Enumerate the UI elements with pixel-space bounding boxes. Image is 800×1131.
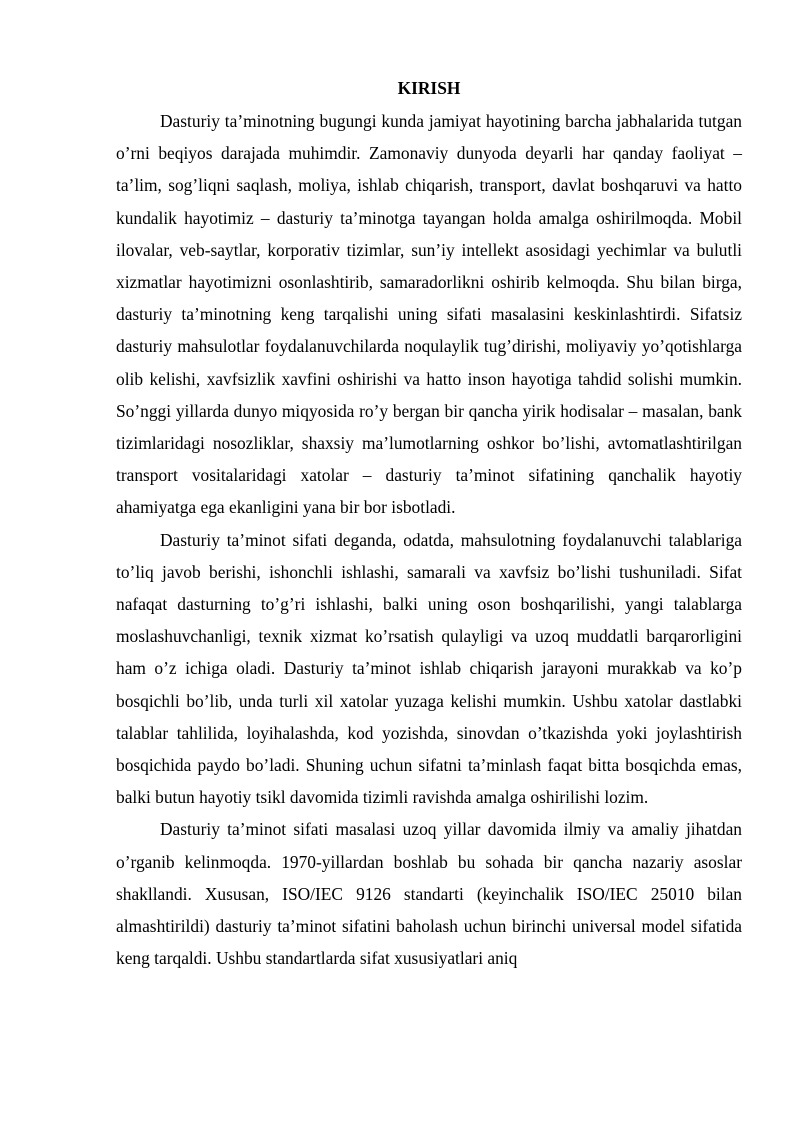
paragraph-3: Dasturiy ta’minot sifati masalasi uzoq yillar davomida ilmiy va amaliy jihatdan o’rganib kelinmoqda. 1970-yillardan boshlab bu sohada bir qancha nazariy asoslar shakllandi. Xususan, ISO/IEC 9126 standarti (keyinchalik ISO/IEC 25010 bilan almashtirildi) dasturiy ta’minot sifatini baholash uchun birinchi universal model sifatida keng tarqaldi. Ushbu standartlarda sifat xususiyatlari aniq [116, 819, 742, 969]
paragraph-1: Dasturiy ta’minotning bugungi kunda jamiyat hayotining barcha jabhalarida tutgan o’rni beqiyos darajada muhimdir. Zamonaviy dunyoda deyarli har qanday faoliyat – ta’lim, sog’liqni saqlash, moliya, ishlab chiqarish, transport, davlat boshqaruvi va hatto kundalik hayotimiz – dasturiy ta’minotga tayangan holda amalga oshirilmoqda. Mobil ilovalar, veb-saytlar, korporativ tizimlar, sun’iy intellekt asosidagi yechimlar va bulutli xizmatlar hayotimizni osonlashtirib, samaradorlikni oshirib kelmoqda. Shu bilan birga, dasturiy ta’minotning keng tarqalishi uning sifati masalasini keskinlashtirdi. Sifatsiz dasturiy mahsulotlar foydalanuvchilarda noqulaylik tug’dirishi, moliyaviy yo’qotishlarga olib kelishi, xavfsizlik xavfini oshirishi va hatto inson hayotiga tahdid solishi mumkin. So’nggi yillarda dunyo miqyosida ro’y bergan bir qancha yirik hodisalar – masalan, bank tizimlaridagi nosozliklar, shaxsiy ma’lumotlarning oshkor bo’lishi, avtomatlashtirilgan transport vositalaridagi xatolar – dasturiy ta’minot sifatining qanchalik hayotiy ahamiyatga ega ekanligini yana bir bor isbotladi. [116, 111, 742, 518]
paragraph-2: Dasturiy ta’minot sifati deganda, odatda, mahsulotning foydalanuvchi talablariga to’liq javob berishi, ishonchli ishlashi, samarali va xavfsiz bo’lishi tushuniladi. Sifat nafaqat dasturning to’g’ri ishlashi, balki uning oson boshqarilishi, yangi talablarga moslashuvchanligi, texnik xizmat ko’rsatish qulayligi va uzoq muddatli barqarorligini ham o’z ichiga oladi. Dasturiy ta’minot ishlab chiqarish jarayoni murakkab va ko’p bosqichli bo’lib, unda turli xil xatolar yuzaga kelishi mumkin. Ushbu xatolar dastlabki talablar tahlilida, loyihalashda, kod yozishda, sinovdan o’tkazishda yoki joylashtirish bosqichida paydo bo’ladi. Shuning uchun sifatni ta’minlash faqat bitta bosqichda emas, balki butun hayotiy tsikl davomida tizimli ravishda amalga oshirilishi lozim. [116, 529, 742, 808]
document-body [116, 74, 742, 974]
section-title: KIRISH [397, 78, 461, 98]
